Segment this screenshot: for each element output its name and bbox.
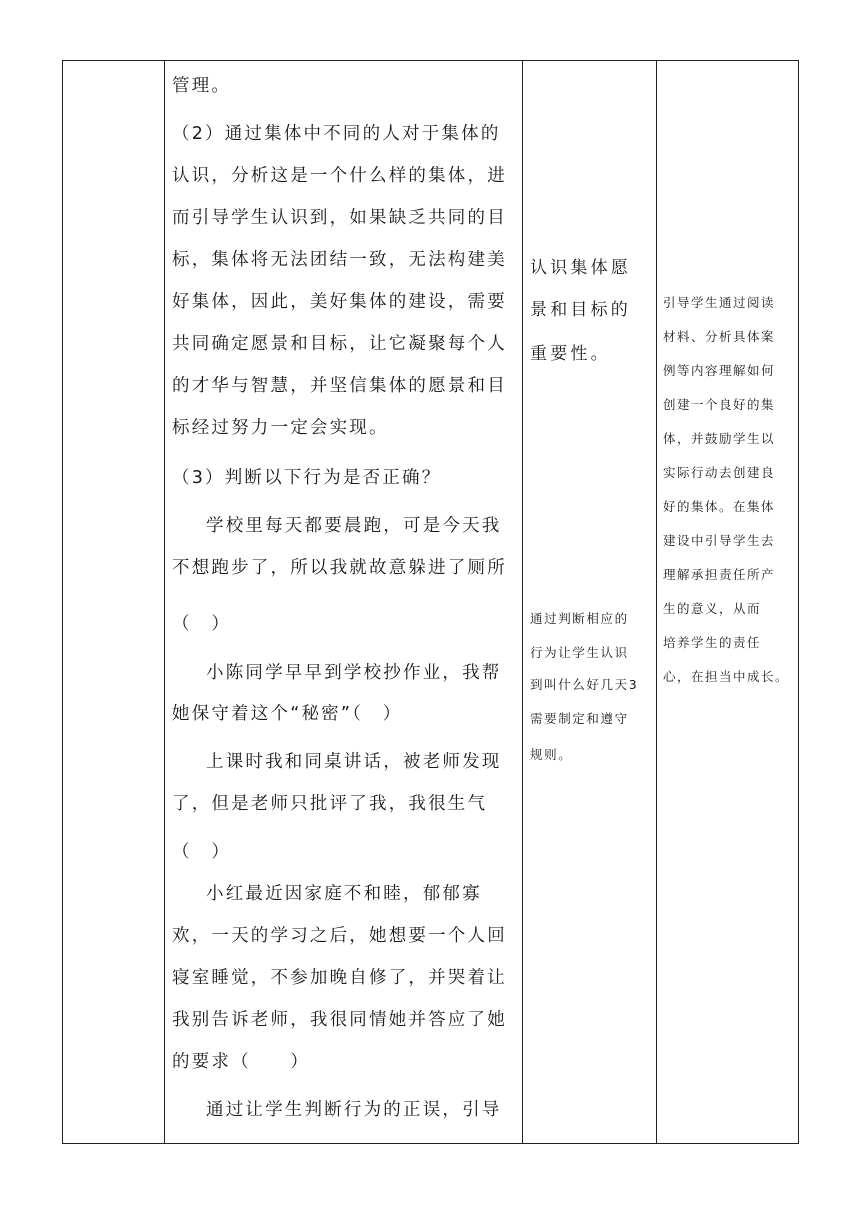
column-divider [522,60,523,1144]
intent-line: 体，并鼓励学生以 [663,431,776,446]
text-line: 上课时我和同桌讲话，被老师发现 [206,752,502,772]
text-line: 不想跑步了，所以我就故意躲进了厕所 [172,558,507,578]
column-divider [164,60,165,1144]
text-line: 小陈同学早早到学校抄作业，我帮 [206,663,502,683]
intent-line: 好的集体。在集体 [663,499,776,514]
text-line: 共同确定愿景和目标，让它凝聚每个人 [172,334,507,354]
goal-line: 需要制定和遵守 [530,711,629,726]
intent-line: 例等内容理解如何 [663,363,776,378]
goal-line: 规则。 [530,747,573,762]
intent-line: 实际行动去创建良 [663,465,776,480]
goal-line: 重要性。 [530,344,611,364]
text-line: 的要求（ ） [172,1052,310,1072]
text-line: （2）通过集体中不同的人对于集体的 [172,124,501,144]
intent-line: 心，在担当中成长。 [663,669,790,684]
column-divider [656,60,657,1144]
text-line: 认识，分析这是一个什么样的集体，进 [172,166,507,186]
text-line: 管理。 [172,76,232,96]
intent-line: 生的意义，从而 [663,601,762,616]
goal-line: 通过判断相应的 [530,611,629,626]
text-line: 我别告诉老师，我很同情她并答应了她 [172,1010,507,1030]
text-line: 标经过努力一定会实现。 [172,418,389,438]
text-line: （ ） [172,842,232,862]
goal-line: 景和目标的 [530,300,631,320]
intent-line: 引导学生通过阅读 [663,295,776,310]
text-line: 通过让学生判断行为的正误，引导 [206,1100,502,1120]
text-line: 好集体，因此，美好集体的建设，需要 [172,292,507,312]
text-line: 欢，一天的学习之后，她想要一个人回 [172,926,507,946]
text-line: 而引导学生认识到，如果缺乏共同的目 [172,208,507,228]
text-line: 小红最近因家庭不和睦，郁郁寡 [206,884,482,904]
text-line: （ ） [172,614,232,634]
text-line: 她保守着这个“秘密”（ ） [172,704,403,724]
text-line: 标，集体将无法团结一致，无法构建美 [172,250,507,270]
text-line: 了，但是老师只批评了我，我很生气 [172,794,488,814]
intent-line: 创建一个良好的集 [663,397,776,412]
intent-line: 理解承担责任所产 [663,567,776,582]
intent-line: 培养学生的责任 [663,635,762,650]
text-line: 学校里每天都要晨跑，可是今天我 [206,516,502,536]
goal-line: 到叫什么好几天3 [530,677,639,692]
intent-line: 材料、分析具体案 [663,329,776,344]
goal-line: 认识集体愿 [530,258,631,278]
text-line: 寝室睡觉，不参加晚自修了，并哭着让 [172,968,507,988]
text-line: （3）判断以下行为是否正确？ [172,468,442,488]
intent-line: 建设中引导学生去 [663,533,776,548]
text-line: 的才华与智慧，并坚信集体的愿景和目 [172,376,507,396]
goal-line: 行为让学生认识 [530,645,629,660]
